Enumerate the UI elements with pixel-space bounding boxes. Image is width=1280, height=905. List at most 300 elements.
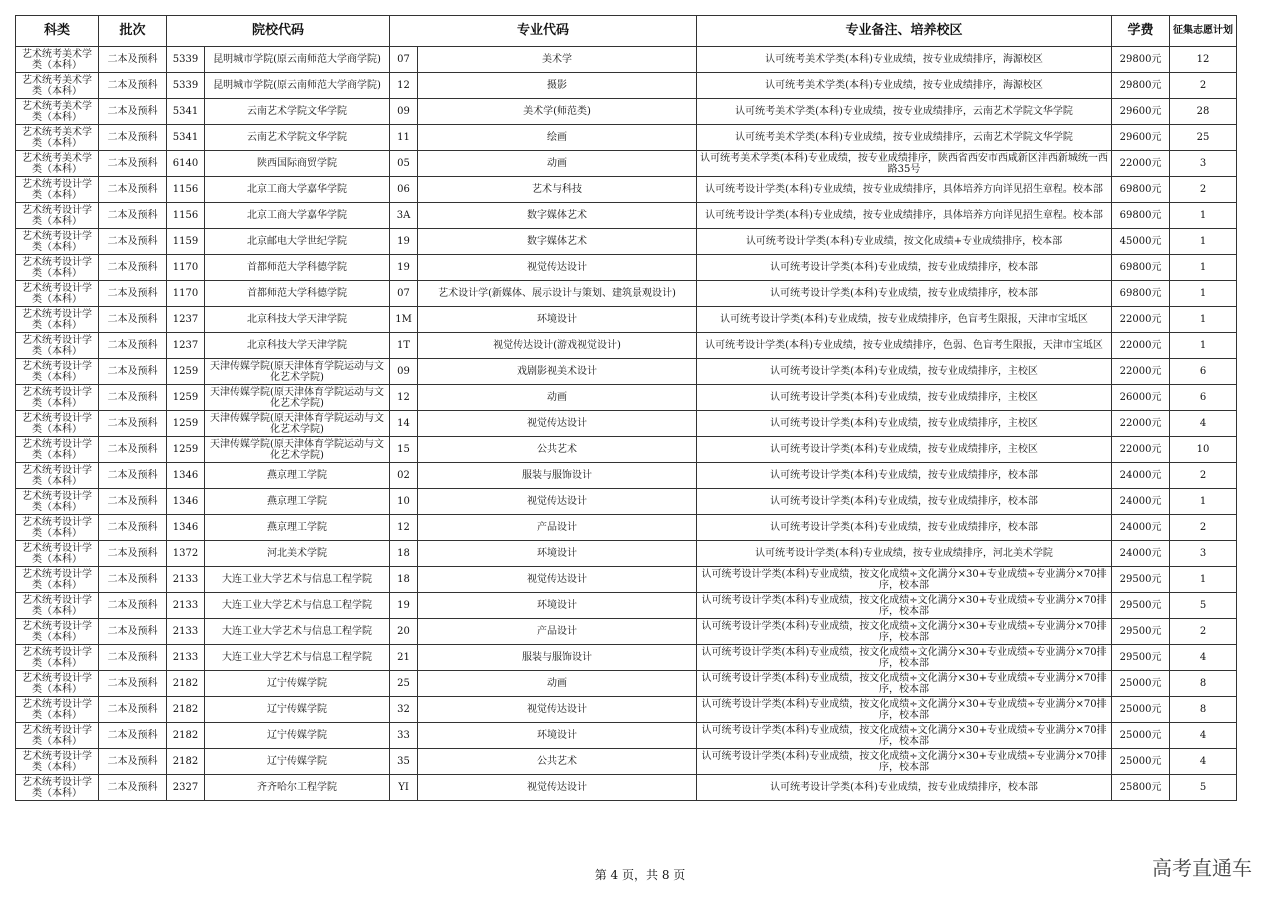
cell-major-code: 3A	[390, 203, 418, 229]
cell-school-code: 2133	[167, 567, 205, 593]
cell-school-name: 北京工商大学嘉华学院	[205, 177, 390, 203]
cell-school-code: 1259	[167, 385, 205, 411]
cell-major-code: 06	[390, 177, 418, 203]
cell-category: 艺术统考设计学类（本科）	[16, 697, 99, 723]
cell-major-name: 视觉传达设计	[418, 411, 697, 437]
cell-major-code: 05	[390, 151, 418, 177]
table-row	[16, 359, 1237, 385]
table-row	[16, 645, 1237, 671]
cell-category: 艺术统考设计学类（本科）	[16, 567, 99, 593]
table-row	[16, 99, 1237, 125]
cell-major-code: 12	[390, 515, 418, 541]
cell-tuition: 29600元	[1112, 99, 1170, 125]
cell-notes: 认可统考设计学类(本科)专业成绩，按专业成绩排序，主校区	[697, 411, 1112, 437]
cell-category: 艺术统考设计学类（本科）	[16, 749, 99, 775]
cell-batch: 二本及预科	[99, 203, 167, 229]
cell-batch: 二本及预科	[99, 671, 167, 697]
cell-tuition: 69800元	[1112, 203, 1170, 229]
cell-plan: 4	[1170, 723, 1237, 749]
cell-school-code: 2133	[167, 619, 205, 645]
table-row	[16, 177, 1237, 203]
cell-school-name: 云南艺术学院文华学院	[205, 125, 390, 151]
cell-plan: 5	[1170, 775, 1237, 801]
cell-notes: 认可统考美术学类(本科)专业成绩，按专业成绩排序，云南艺术学院文华学院	[697, 125, 1112, 151]
cell-major-code: 32	[390, 697, 418, 723]
cell-category: 艺术统考美术学类（本科）	[16, 99, 99, 125]
cell-batch: 二本及预科	[99, 255, 167, 281]
cell-batch: 二本及预科	[99, 489, 167, 515]
cell-category: 艺术统考美术学类（本科）	[16, 125, 99, 151]
table-body	[16, 47, 1237, 801]
cell-major-name: 环境设计	[418, 307, 697, 333]
cell-school-code: 5341	[167, 125, 205, 151]
cell-major-name: 环境设计	[418, 541, 697, 567]
cell-school-name: 大连工业大学艺术与信息工程学院	[205, 645, 390, 671]
cell-category: 艺术统考设计学类（本科）	[16, 671, 99, 697]
cell-plan: 1	[1170, 567, 1237, 593]
cell-notes: 认可统考设计学类(本科)专业成绩，按文化成绩÷文化满分×30+专业成绩÷专业满分×70排序，校本部	[697, 593, 1112, 619]
cell-tuition: 25800元	[1112, 775, 1170, 801]
cell-school-name: 燕京理工学院	[205, 463, 390, 489]
cell-major-name: 摄影	[418, 73, 697, 99]
cell-tuition: 69800元	[1112, 281, 1170, 307]
cell-major-name: 艺术设计学(新媒体、展示设计与策划、建筑景观设计)	[418, 281, 697, 307]
cell-batch: 二本及预科	[99, 99, 167, 125]
cell-tuition: 45000元	[1112, 229, 1170, 255]
cell-batch: 二本及预科	[99, 749, 167, 775]
cell-batch: 二本及预科	[99, 515, 167, 541]
header-major-code: 专业代码	[390, 16, 697, 47]
cell-category: 艺术统考设计学类（本科）	[16, 619, 99, 645]
table-row	[16, 541, 1237, 567]
cell-major-code: 09	[390, 359, 418, 385]
cell-school-name: 首都师范大学科德学院	[205, 281, 390, 307]
cell-school-name: 天津传媒学院(原天津体育学院运动与文化艺术学院)	[205, 411, 390, 437]
cell-tuition: 29800元	[1112, 47, 1170, 73]
cell-school-code: 2133	[167, 645, 205, 671]
cell-plan: 1	[1170, 489, 1237, 515]
cell-category: 艺术统考设计学类（本科）	[16, 515, 99, 541]
cell-school-code: 1259	[167, 411, 205, 437]
cell-school-code: 1237	[167, 307, 205, 333]
table-row	[16, 749, 1237, 775]
cell-category: 艺术统考美术学类（本科）	[16, 73, 99, 99]
cell-school-name: 北京邮电大学世纪学院	[205, 229, 390, 255]
cell-major-name: 服装与服饰设计	[418, 463, 697, 489]
cell-plan: 1	[1170, 203, 1237, 229]
table-row	[16, 463, 1237, 489]
cell-major-name: 数字媒体艺术	[418, 203, 697, 229]
cell-category: 艺术统考设计学类（本科）	[16, 333, 99, 359]
cell-school-code: 1372	[167, 541, 205, 567]
cell-tuition: 22000元	[1112, 333, 1170, 359]
cell-tuition: 25000元	[1112, 697, 1170, 723]
cell-school-code: 2182	[167, 723, 205, 749]
header-plan: 征集志愿计划	[1170, 16, 1237, 47]
cell-category: 艺术统考设计学类（本科）	[16, 359, 99, 385]
cell-major-code: 18	[390, 567, 418, 593]
table-row	[16, 125, 1237, 151]
cell-plan: 12	[1170, 47, 1237, 73]
cell-major-name: 美术学(师范类)	[418, 99, 697, 125]
cell-school-name: 昆明城市学院(原云南师范大学商学院)	[205, 47, 390, 73]
cell-tuition: 22000元	[1112, 359, 1170, 385]
table-row	[16, 723, 1237, 749]
cell-major-code: 25	[390, 671, 418, 697]
cell-plan: 2	[1170, 463, 1237, 489]
cell-major-code: 1M	[390, 307, 418, 333]
cell-tuition: 22000元	[1112, 307, 1170, 333]
table-row	[16, 437, 1237, 463]
cell-major-name: 动画	[418, 385, 697, 411]
cell-batch: 二本及预科	[99, 177, 167, 203]
cell-tuition: 25000元	[1112, 671, 1170, 697]
cell-school-code: 1159	[167, 229, 205, 255]
cell-plan: 1	[1170, 255, 1237, 281]
header-tuition: 学费	[1112, 16, 1170, 47]
cell-plan: 1	[1170, 307, 1237, 333]
cell-tuition: 22000元	[1112, 151, 1170, 177]
cell-school-code: 1259	[167, 437, 205, 463]
cell-major-code: 02	[390, 463, 418, 489]
cell-batch: 二本及预科	[99, 151, 167, 177]
header-notes: 专业备注、培养校区	[697, 16, 1112, 47]
cell-plan: 25	[1170, 125, 1237, 151]
cell-batch: 二本及预科	[99, 385, 167, 411]
cell-school-code: 1237	[167, 333, 205, 359]
cell-notes: 认可统考设计学类(本科)专业成绩，按专业成绩排序，主校区	[697, 437, 1112, 463]
cell-tuition: 25000元	[1112, 723, 1170, 749]
table-row	[16, 411, 1237, 437]
cell-plan: 2	[1170, 515, 1237, 541]
cell-plan: 8	[1170, 671, 1237, 697]
table-row	[16, 229, 1237, 255]
cell-batch: 二本及预科	[99, 463, 167, 489]
cell-notes: 认可统考设计学类(本科)专业成绩，按文化成绩÷文化满分×30+专业成绩÷专业满分×70排序，校本部	[697, 671, 1112, 697]
cell-major-name: 环境设计	[418, 723, 697, 749]
cell-school-name: 燕京理工学院	[205, 489, 390, 515]
cell-notes: 认可统考设计学类(本科)专业成绩，按专业成绩排序，校本部	[697, 489, 1112, 515]
cell-tuition: 29500元	[1112, 619, 1170, 645]
cell-school-code: 1156	[167, 177, 205, 203]
cell-category: 艺术统考美术学类（本科）	[16, 151, 99, 177]
cell-batch: 二本及预科	[99, 125, 167, 151]
cell-plan: 6	[1170, 385, 1237, 411]
cell-major-name: 视觉传达设计	[418, 255, 697, 281]
table-row	[16, 775, 1237, 801]
cell-batch: 二本及预科	[99, 593, 167, 619]
cell-plan: 2	[1170, 73, 1237, 99]
table-row	[16, 567, 1237, 593]
cell-major-name: 公共艺术	[418, 749, 697, 775]
cell-school-name: 昆明城市学院(原云南师范大学商学院)	[205, 73, 390, 99]
cell-school-code: 1346	[167, 489, 205, 515]
table-row	[16, 593, 1237, 619]
header-batch: 批次	[99, 16, 167, 47]
table-row	[16, 73, 1237, 99]
cell-plan: 4	[1170, 749, 1237, 775]
cell-school-name: 云南艺术学院文华学院	[205, 99, 390, 125]
table-row	[16, 671, 1237, 697]
cell-category: 艺术统考设计学类（本科）	[16, 385, 99, 411]
cell-tuition: 24000元	[1112, 515, 1170, 541]
cell-notes: 认可统考美术学类(本科)专业成绩，按专业成绩排序，海源校区	[697, 47, 1112, 73]
cell-notes: 认可统考设计学类(本科)专业成绩，按专业成绩排序，具体培养方向详见招生章程。校本部	[697, 203, 1112, 229]
header-school-code: 院校代码	[167, 16, 390, 47]
cell-school-name: 天津传媒学院(原天津体育学院运动与文化艺术学院)	[205, 437, 390, 463]
table-row	[16, 333, 1237, 359]
cell-batch: 二本及预科	[99, 645, 167, 671]
cell-tuition: 29600元	[1112, 125, 1170, 151]
cell-plan: 1	[1170, 281, 1237, 307]
cell-major-code: 14	[390, 411, 418, 437]
cell-notes: 认可统考设计学类(本科)专业成绩，按文化成绩÷文化满分×30+专业成绩÷专业满分×70排序，校本部	[697, 697, 1112, 723]
table-row	[16, 281, 1237, 307]
cell-notes: 认可统考设计学类(本科)专业成绩，按专业成绩排序，校本部	[697, 515, 1112, 541]
cell-school-code: 6140	[167, 151, 205, 177]
cell-category: 艺术统考设计学类（本科）	[16, 307, 99, 333]
cell-notes: 认可统考设计学类(本科)专业成绩，按专业成绩排序，校本部	[697, 463, 1112, 489]
cell-major-name: 绘画	[418, 125, 697, 151]
cell-plan: 8	[1170, 697, 1237, 723]
cell-school-name: 大连工业大学艺术与信息工程学院	[205, 619, 390, 645]
cell-school-code: 2133	[167, 593, 205, 619]
cell-tuition: 22000元	[1112, 411, 1170, 437]
cell-tuition: 24000元	[1112, 463, 1170, 489]
table-row	[16, 151, 1237, 177]
cell-major-name: 动画	[418, 151, 697, 177]
cell-school-code: 1346	[167, 463, 205, 489]
cell-major-code: 12	[390, 73, 418, 99]
cell-tuition: 69800元	[1112, 255, 1170, 281]
cell-school-name: 天津传媒学院(原天津体育学院运动与文化艺术学院)	[205, 385, 390, 411]
cell-notes: 认可统考美术学类(本科)专业成绩，按专业成绩排序，陕西省西安市西咸新区沣西新城统一西路35号	[697, 151, 1112, 177]
cell-school-code: 1170	[167, 281, 205, 307]
cell-school-name: 大连工业大学艺术与信息工程学院	[205, 567, 390, 593]
cell-school-name: 北京科技大学天津学院	[205, 307, 390, 333]
cell-category: 艺术统考设计学类（本科）	[16, 177, 99, 203]
cell-major-code: 12	[390, 385, 418, 411]
cell-batch: 二本及预科	[99, 333, 167, 359]
cell-batch: 二本及预科	[99, 775, 167, 801]
watermark: 高考直通车	[1152, 856, 1252, 880]
cell-category: 艺术统考设计学类（本科）	[16, 489, 99, 515]
cell-major-code: 19	[390, 593, 418, 619]
cell-notes: 认可统考设计学类(本科)专业成绩，按专业成绩排序，色弱、色盲考生限报，天津市宝坻区	[697, 333, 1112, 359]
cell-plan: 6	[1170, 359, 1237, 385]
cell-batch: 二本及预科	[99, 697, 167, 723]
cell-notes: 认可统考设计学类(本科)专业成绩，按专业成绩排序，校本部	[697, 255, 1112, 281]
cell-major-code: 15	[390, 437, 418, 463]
table-row	[16, 47, 1237, 73]
cell-major-name: 产品设计	[418, 515, 697, 541]
cell-tuition: 29500元	[1112, 593, 1170, 619]
cell-plan: 2	[1170, 619, 1237, 645]
cell-school-name: 辽宁传媒学院	[205, 671, 390, 697]
cell-major-name: 美术学	[418, 47, 697, 73]
cell-notes: 认可统考美术学类(本科)专业成绩，按专业成绩排序，海源校区	[697, 73, 1112, 99]
table-row	[16, 489, 1237, 515]
cell-plan: 4	[1170, 411, 1237, 437]
cell-batch: 二本及预科	[99, 73, 167, 99]
cell-major-code: 20	[390, 619, 418, 645]
cell-school-name: 齐齐哈尔工程学院	[205, 775, 390, 801]
cell-school-code: 5339	[167, 73, 205, 99]
table-header	[16, 16, 1237, 47]
cell-plan: 1	[1170, 333, 1237, 359]
cell-batch: 二本及预科	[99, 47, 167, 73]
cell-plan: 3	[1170, 151, 1237, 177]
cell-major-code: YI	[390, 775, 418, 801]
cell-tuition: 22000元	[1112, 437, 1170, 463]
cell-batch: 二本及预科	[99, 567, 167, 593]
cell-category: 艺术统考设计学类（本科）	[16, 229, 99, 255]
cell-major-name: 公共艺术	[418, 437, 697, 463]
cell-category: 艺术统考设计学类（本科）	[16, 645, 99, 671]
cell-batch: 二本及预科	[99, 359, 167, 385]
cell-major-code: 1T	[390, 333, 418, 359]
cell-category: 艺术统考设计学类（本科）	[16, 255, 99, 281]
cell-notes: 认可统考设计学类(本科)专业成绩，按专业成绩排序，主校区	[697, 359, 1112, 385]
cell-major-name: 视觉传达设计(游戏视觉设计)	[418, 333, 697, 359]
cell-school-code: 1346	[167, 515, 205, 541]
cell-category: 艺术统考设计学类（本科）	[16, 203, 99, 229]
cell-batch: 二本及预科	[99, 307, 167, 333]
cell-major-name: 戏剧影视美术设计	[418, 359, 697, 385]
cell-category: 艺术统考设计学类（本科）	[16, 775, 99, 801]
cell-major-code: 09	[390, 99, 418, 125]
cell-category: 艺术统考设计学类（本科）	[16, 281, 99, 307]
cell-tuition: 24000元	[1112, 541, 1170, 567]
cell-notes: 认可统考设计学类(本科)专业成绩，按专业成绩排序，色盲考生限报，天津市宝坻区	[697, 307, 1112, 333]
cell-plan: 1	[1170, 229, 1237, 255]
cell-category: 艺术统考设计学类（本科）	[16, 593, 99, 619]
table-row	[16, 203, 1237, 229]
cell-major-name: 动画	[418, 671, 697, 697]
cell-major-code: 07	[390, 47, 418, 73]
table-row	[16, 255, 1237, 281]
cell-school-name: 辽宁传媒学院	[205, 749, 390, 775]
cell-major-code: 21	[390, 645, 418, 671]
cell-school-code: 2182	[167, 671, 205, 697]
cell-major-code: 35	[390, 749, 418, 775]
cell-school-code: 5339	[167, 47, 205, 73]
cell-school-name: 北京科技大学天津学院	[205, 333, 390, 359]
cell-major-code: 11	[390, 125, 418, 151]
admission-plan-table	[15, 15, 1237, 801]
cell-tuition: 25000元	[1112, 749, 1170, 775]
cell-plan: 4	[1170, 645, 1237, 671]
cell-school-name: 辽宁传媒学院	[205, 697, 390, 723]
cell-major-code: 19	[390, 255, 418, 281]
cell-notes: 认可统考设计学类(本科)专业成绩，按文化成绩÷文化满分×30+专业成绩÷专业满分×70排序，校本部	[697, 749, 1112, 775]
cell-tuition: 29800元	[1112, 73, 1170, 99]
cell-plan: 2	[1170, 177, 1237, 203]
cell-major-name: 视觉传达设计	[418, 697, 697, 723]
cell-notes: 认可统考设计学类(本科)专业成绩，按专业成绩排序，校本部	[697, 775, 1112, 801]
cell-plan: 28	[1170, 99, 1237, 125]
cell-notes: 认可统考美术学类(本科)专业成绩，按专业成绩排序，云南艺术学院文华学院	[697, 99, 1112, 125]
cell-school-code: 5341	[167, 99, 205, 125]
cell-major-code: 07	[390, 281, 418, 307]
cell-school-name: 北京工商大学嘉华学院	[205, 203, 390, 229]
cell-notes: 认可统考设计学类(本科)专业成绩，按文化成绩÷文化满分×30+专业成绩÷专业满分×70排序，校本部	[697, 567, 1112, 593]
cell-plan: 3	[1170, 541, 1237, 567]
cell-notes: 认可统考设计学类(本科)专业成绩，按文化成绩÷文化满分×30+专业成绩÷专业满分×70排序，校本部	[697, 619, 1112, 645]
table-row	[16, 307, 1237, 333]
cell-major-name: 视觉传达设计	[418, 567, 697, 593]
page-footer: 第 4 页，共 8 页	[594, 868, 686, 882]
cell-tuition: 26000元	[1112, 385, 1170, 411]
cell-school-code: 1259	[167, 359, 205, 385]
cell-school-name: 辽宁传媒学院	[205, 723, 390, 749]
cell-notes: 认可统考设计学类(本科)专业成绩，按文化成绩÷文化满分×30+专业成绩÷专业满分×70排序，校本部	[697, 723, 1112, 749]
cell-tuition: 29500元	[1112, 567, 1170, 593]
cell-notes: 认可统考设计学类(本科)专业成绩，按专业成绩排序，河北美术学院	[697, 541, 1112, 567]
cell-plan: 5	[1170, 593, 1237, 619]
cell-school-code: 2182	[167, 749, 205, 775]
table-row	[16, 697, 1237, 723]
cell-tuition: 29500元	[1112, 645, 1170, 671]
cell-school-name: 天津传媒学院(原天津体育学院运动与文化艺术学院)	[205, 359, 390, 385]
cell-category: 艺术统考设计学类（本科）	[16, 463, 99, 489]
cell-major-name: 产品设计	[418, 619, 697, 645]
table-row	[16, 515, 1237, 541]
cell-school-name: 首都师范大学科德学院	[205, 255, 390, 281]
cell-tuition: 24000元	[1112, 489, 1170, 515]
cell-major-code: 19	[390, 229, 418, 255]
cell-plan: 10	[1170, 437, 1237, 463]
cell-batch: 二本及预科	[99, 619, 167, 645]
cell-tuition: 69800元	[1112, 177, 1170, 203]
cell-batch: 二本及预科	[99, 281, 167, 307]
cell-major-code: 33	[390, 723, 418, 749]
table-row	[16, 385, 1237, 411]
cell-school-code: 1156	[167, 203, 205, 229]
cell-major-name: 数字媒体艺术	[418, 229, 697, 255]
cell-batch: 二本及预科	[99, 229, 167, 255]
cell-notes: 认可统考设计学类(本科)专业成绩，按文化成绩÷文化满分×30+专业成绩÷专业满分×70排序，校本部	[697, 645, 1112, 671]
cell-major-code: 18	[390, 541, 418, 567]
cell-batch: 二本及预科	[99, 541, 167, 567]
cell-major-name: 艺术与科技	[418, 177, 697, 203]
cell-category: 艺术统考设计学类（本科）	[16, 411, 99, 437]
cell-notes: 认可统考设计学类(本科)专业成绩，按专业成绩排序，具体培养方向详见招生章程。校本部	[697, 177, 1112, 203]
cell-category: 艺术统考设计学类（本科）	[16, 723, 99, 749]
cell-school-code: 2327	[167, 775, 205, 801]
cell-school-name: 燕京理工学院	[205, 515, 390, 541]
cell-notes: 认可统考设计学类(本科)专业成绩，按专业成绩排序，校本部	[697, 281, 1112, 307]
cell-school-name: 陕西国际商贸学院	[205, 151, 390, 177]
cell-batch: 二本及预科	[99, 411, 167, 437]
cell-batch: 二本及预科	[99, 437, 167, 463]
cell-notes: 认可统考设计学类(本科)专业成绩，按专业成绩排序，主校区	[697, 385, 1112, 411]
cell-school-name: 河北美术学院	[205, 541, 390, 567]
cell-category: 艺术统考设计学类（本科）	[16, 437, 99, 463]
cell-major-name: 环境设计	[418, 593, 697, 619]
cell-major-name: 视觉传达设计	[418, 489, 697, 515]
cell-school-name: 大连工业大学艺术与信息工程学院	[205, 593, 390, 619]
cell-notes: 认可统考设计学类(本科)专业成绩，按文化成绩+专业成绩排序，校本部	[697, 229, 1112, 255]
cell-major-name: 视觉传达设计	[418, 775, 697, 801]
cell-school-code: 2182	[167, 697, 205, 723]
cell-category: 艺术统考美术学类（本科）	[16, 47, 99, 73]
cell-category: 艺术统考设计学类（本科）	[16, 541, 99, 567]
table-row	[16, 619, 1237, 645]
cell-batch: 二本及预科	[99, 723, 167, 749]
cell-school-code: 1170	[167, 255, 205, 281]
cell-major-name: 服装与服饰设计	[418, 645, 697, 671]
